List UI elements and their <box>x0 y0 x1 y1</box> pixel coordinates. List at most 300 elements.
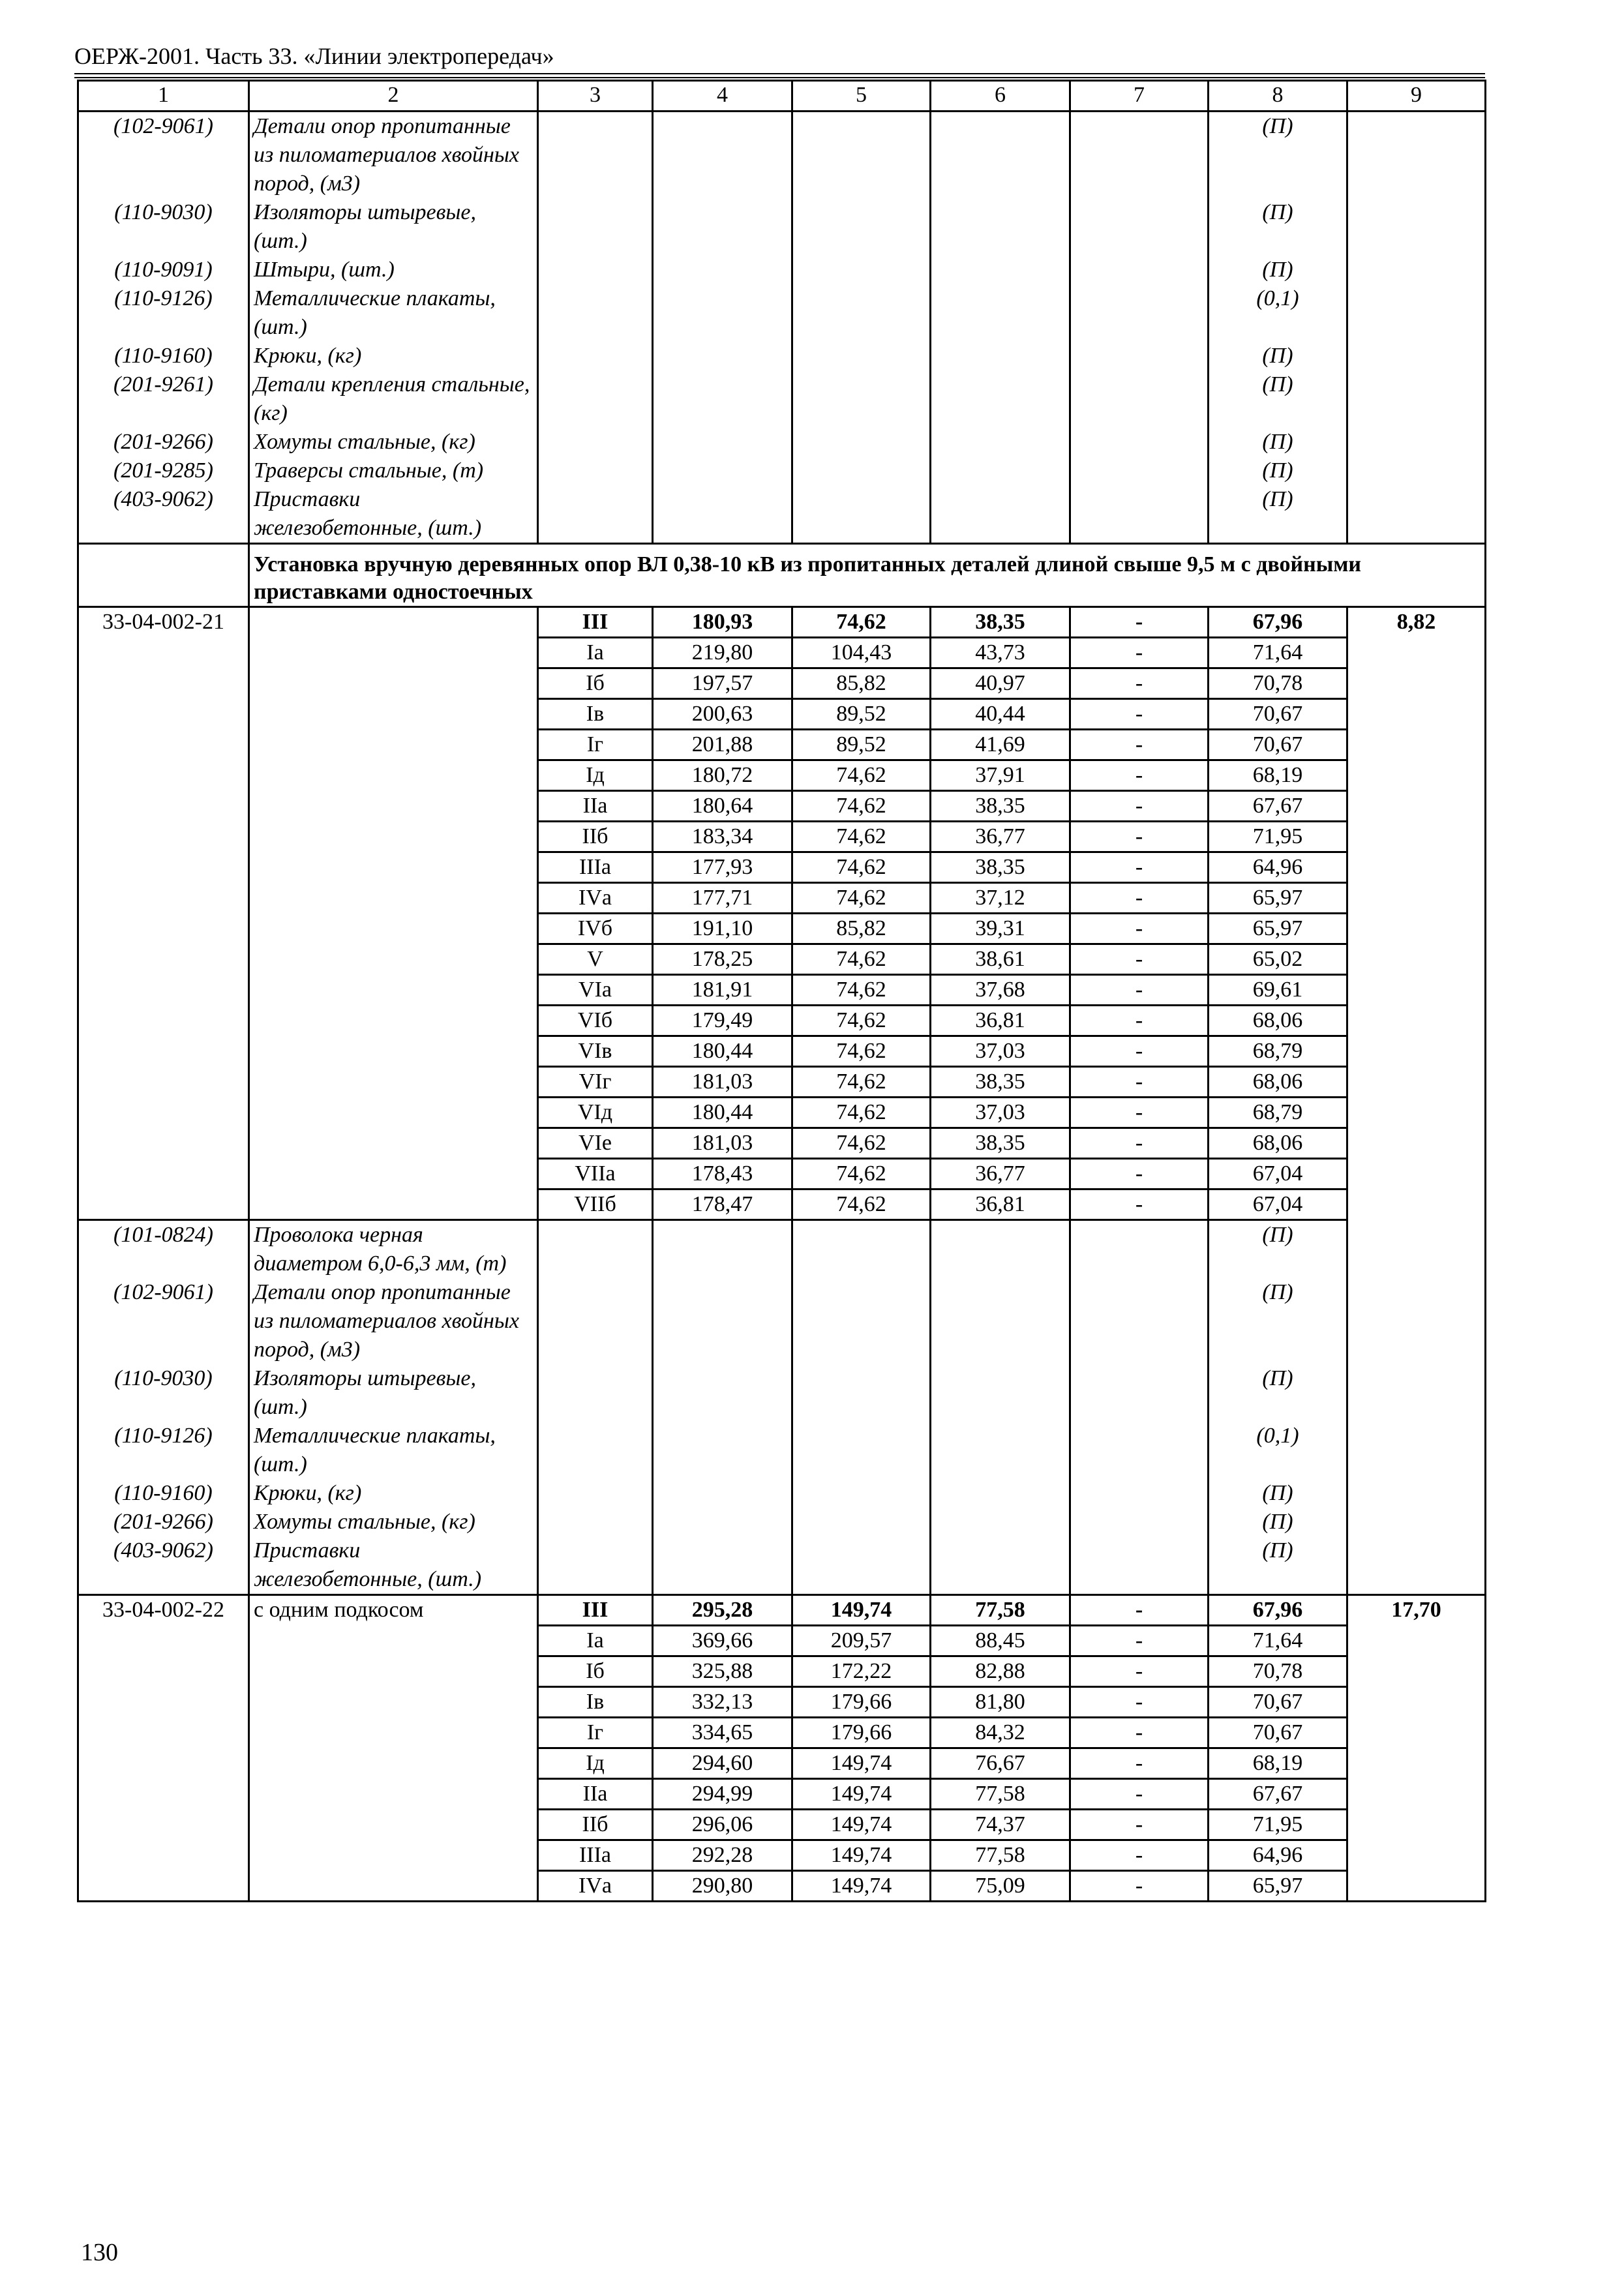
empty-cell <box>538 1220 653 1279</box>
rate-row <box>78 1595 1486 1626</box>
empty-cell <box>1070 1220 1209 1279</box>
value-cell: 68,79 <box>1209 1036 1347 1067</box>
value-cell: 64,96 <box>1209 1840 1347 1871</box>
empty-cell <box>792 198 931 256</box>
empty-cell <box>931 1479 1070 1508</box>
value-cell: 180,44 <box>653 1098 792 1128</box>
empty-cell <box>1347 485 1486 544</box>
empty-cell <box>792 284 931 342</box>
value-cell: - <box>1070 944 1209 975</box>
empty-cell <box>931 342 1070 370</box>
value-cell: 41,69 <box>931 730 1070 760</box>
zone-cell: VIб <box>538 1006 653 1036</box>
resource-qty: (П) <box>1209 198 1347 256</box>
value-cell: - <box>1070 760 1209 791</box>
empty-cell <box>538 456 653 485</box>
resource-name: Детали опор пропитанные из пиломатериалов хвойных пород, (м3) <box>249 112 538 199</box>
zone-cell: IIа <box>538 1779 653 1810</box>
value-cell: - <box>1070 638 1209 668</box>
value-cell: 181,03 <box>653 1067 792 1098</box>
value-cell: 38,35 <box>931 1128 1070 1159</box>
empty-cell <box>931 284 1070 342</box>
zone-cell: IVб <box>538 914 653 944</box>
resource-name: Хомуты стальные, (кг) <box>249 1508 538 1536</box>
value-cell: - <box>1070 1159 1209 1189</box>
value-cell: 295,28 <box>653 1595 792 1626</box>
resource-name: Траверсы стальные, (т) <box>249 456 538 485</box>
value-cell: - <box>1070 883 1209 914</box>
empty-cell <box>1070 1422 1209 1479</box>
resource-qty: (П) <box>1209 342 1347 370</box>
value-cell: 37,68 <box>931 975 1070 1006</box>
empty-cell <box>653 1479 792 1508</box>
resource-code: (110-9091) <box>78 256 249 284</box>
empty-cell <box>1070 1479 1209 1508</box>
empty-cell <box>1347 428 1486 456</box>
value-cell: 43,73 <box>931 638 1070 668</box>
empty-cell <box>931 485 1070 544</box>
value-cell: - <box>1070 975 1209 1006</box>
resource-name: Металлические плакаты, (шт.) <box>249 1422 538 1479</box>
resource-row <box>78 112 1486 199</box>
empty-cell <box>931 198 1070 256</box>
resource-name: Изоляторы штыревые, (шт.) <box>249 1364 538 1422</box>
empty-cell <box>538 428 653 456</box>
value-cell: 149,74 <box>792 1595 931 1626</box>
empty-cell <box>653 256 792 284</box>
empty-cell <box>931 1220 1070 1279</box>
resource-qty: (0,1) <box>1209 1422 1347 1479</box>
zone-cell: III <box>538 1595 653 1626</box>
empty-cell <box>1347 370 1486 428</box>
rate-row <box>78 607 1486 638</box>
zone-cell: Iб <box>538 1656 653 1687</box>
empty-cell <box>792 1508 931 1536</box>
empty-cell <box>653 1422 792 1479</box>
column-number: 6 <box>931 81 1070 112</box>
resource-qty: (П) <box>1209 456 1347 485</box>
value-cell: 180,44 <box>653 1036 792 1067</box>
value-cell: 67,04 <box>1209 1159 1347 1189</box>
zone-cell: V <box>538 944 653 975</box>
section-row <box>78 544 1486 607</box>
value-cell: - <box>1070 914 1209 944</box>
empty-cell <box>792 456 931 485</box>
value-cell: 74,62 <box>792 791 931 822</box>
resource-code: (110-9030) <box>78 1364 249 1422</box>
value-cell: - <box>1070 699 1209 730</box>
value-cell: 37,03 <box>931 1098 1070 1128</box>
zone-cell: IVа <box>538 883 653 914</box>
value-cell: - <box>1070 1687 1209 1718</box>
value-cell: 68,19 <box>1209 1748 1347 1779</box>
empty-cell <box>792 428 931 456</box>
value-cell: 68,79 <box>1209 1098 1347 1128</box>
page-header: ОЕРЖ-2001. Часть 33. «Линии электропередач» <box>74 43 554 69</box>
section-title: Установка вручную деревянных опор ВЛ 0,38-10 кВ из пропитанных деталей длиной свыше 9,5 м с двойными приставками одностоечных <box>249 544 1486 607</box>
resource-qty: (П) <box>1209 1364 1347 1422</box>
empty-cell <box>653 1220 792 1279</box>
column-number: 8 <box>1209 81 1347 112</box>
value-cell: 67,04 <box>1209 1189 1347 1220</box>
value-cell: 74,62 <box>792 944 931 975</box>
empty-cell <box>653 1508 792 1536</box>
value-cell: 179,49 <box>653 1006 792 1036</box>
value-cell: - <box>1070 1779 1209 1810</box>
empty-cell <box>1070 485 1209 544</box>
value-cell: 70,67 <box>1209 730 1347 760</box>
zone-cell: Iб <box>538 668 653 699</box>
value-cell: 74,62 <box>792 1036 931 1067</box>
resource-qty: (П) <box>1209 370 1347 428</box>
value-cell: - <box>1070 822 1209 852</box>
resource-row <box>78 456 1486 485</box>
value-cell: 178,43 <box>653 1159 792 1189</box>
value-cell: 67,96 <box>1209 1595 1347 1626</box>
column-number: 9 <box>1347 81 1486 112</box>
empty-cell <box>1070 370 1209 428</box>
value-cell: 74,62 <box>792 822 931 852</box>
zone-cell: VIIб <box>538 1189 653 1220</box>
value-cell: 67,67 <box>1209 1779 1347 1810</box>
item-name <box>249 607 538 1220</box>
value-cell: 68,06 <box>1209 1067 1347 1098</box>
value-cell: 74,62 <box>792 1067 931 1098</box>
empty-cell <box>1347 256 1486 284</box>
col9-value: 8,82 <box>1347 607 1486 1595</box>
value-cell: - <box>1070 1128 1209 1159</box>
empty-cell <box>78 544 249 607</box>
empty-cell <box>1347 198 1486 256</box>
empty-cell <box>931 256 1070 284</box>
col9-value: 17,70 <box>1347 1595 1486 1902</box>
value-cell: - <box>1070 730 1209 760</box>
empty-cell <box>1070 112 1209 199</box>
value-cell: 369,66 <box>653 1626 792 1656</box>
value-cell: 296,06 <box>653 1810 792 1840</box>
zone-cell: IIIа <box>538 1840 653 1871</box>
value-cell: - <box>1070 1595 1209 1626</box>
empty-cell <box>653 456 792 485</box>
value-cell: 40,44 <box>931 699 1070 730</box>
resource-name: Приставки железобетонные, (шт.) <box>249 1536 538 1595</box>
empty-cell <box>538 342 653 370</box>
resource-row <box>78 1278 1486 1364</box>
value-cell: 74,62 <box>792 607 931 638</box>
empty-cell <box>653 1364 792 1422</box>
empty-cell <box>538 256 653 284</box>
zone-cell: Iв <box>538 699 653 730</box>
value-cell: 38,61 <box>931 944 1070 975</box>
empty-cell <box>538 284 653 342</box>
value-cell: 70,78 <box>1209 1656 1347 1687</box>
value-cell: 332,13 <box>653 1687 792 1718</box>
value-cell: 197,57 <box>653 668 792 699</box>
value-cell: 149,74 <box>792 1748 931 1779</box>
value-cell: 89,52 <box>792 730 931 760</box>
rates-table <box>77 80 1486 1902</box>
column-number: 4 <box>653 81 792 112</box>
empty-cell <box>1347 284 1486 342</box>
value-cell: - <box>1070 852 1209 883</box>
value-cell: 74,62 <box>792 1159 931 1189</box>
value-cell: 219,80 <box>653 638 792 668</box>
value-cell: 178,47 <box>653 1189 792 1220</box>
resource-row <box>78 256 1486 284</box>
zone-cell: Iа <box>538 638 653 668</box>
value-cell: 36,77 <box>931 822 1070 852</box>
empty-cell <box>653 370 792 428</box>
empty-cell <box>931 1278 1070 1364</box>
value-cell: 68,19 <box>1209 760 1347 791</box>
value-cell: 37,12 <box>931 883 1070 914</box>
resource-code: (403-9062) <box>78 485 249 544</box>
value-cell: 36,81 <box>931 1189 1070 1220</box>
resource-qty: (П) <box>1209 1536 1347 1595</box>
empty-cell <box>653 342 792 370</box>
value-cell: 85,82 <box>792 668 931 699</box>
empty-cell <box>792 1536 931 1595</box>
empty-cell <box>792 256 931 284</box>
column-number: 5 <box>792 81 931 112</box>
column-number: 2 <box>249 81 538 112</box>
value-cell: 89,52 <box>792 699 931 730</box>
value-cell: 177,71 <box>653 883 792 914</box>
empty-cell <box>792 1220 931 1279</box>
empty-cell <box>653 1536 792 1595</box>
zone-cell: IVа <box>538 1871 653 1902</box>
empty-cell <box>653 1278 792 1364</box>
value-cell: 67,96 <box>1209 607 1347 638</box>
resource-code: (102-9061) <box>78 1278 249 1364</box>
resource-name: Крюки, (кг) <box>249 1479 538 1508</box>
value-cell: - <box>1070 1871 1209 1902</box>
value-cell: 149,74 <box>792 1871 931 1902</box>
zone-cell: VIг <box>538 1067 653 1098</box>
page-number: 130 <box>81 2239 118 2266</box>
value-cell: 325,88 <box>653 1656 792 1687</box>
empty-cell <box>538 485 653 544</box>
value-cell: 65,97 <box>1209 1871 1347 1902</box>
resource-code: (101-0824) <box>78 1220 249 1279</box>
empty-cell <box>538 1364 653 1422</box>
value-cell: 178,25 <box>653 944 792 975</box>
resource-name: Штыри, (шт.) <box>249 256 538 284</box>
resource-qty: (П) <box>1209 1508 1347 1536</box>
empty-cell <box>653 428 792 456</box>
value-cell: 75,09 <box>931 1871 1070 1902</box>
value-cell: - <box>1070 1098 1209 1128</box>
resource-row <box>78 1479 1486 1508</box>
empty-cell <box>931 428 1070 456</box>
value-cell: 74,62 <box>792 883 931 914</box>
value-cell: - <box>1070 1840 1209 1871</box>
empty-cell <box>538 1422 653 1479</box>
zone-cell: III <box>538 607 653 638</box>
empty-cell <box>792 370 931 428</box>
empty-cell <box>931 112 1070 199</box>
value-cell: 65,97 <box>1209 914 1347 944</box>
value-cell: 37,91 <box>931 760 1070 791</box>
value-cell: 36,81 <box>931 1006 1070 1036</box>
resource-name: Хомуты стальные, (кг) <box>249 428 538 456</box>
value-cell: 177,93 <box>653 852 792 883</box>
resource-qty: (П) <box>1209 1220 1347 1279</box>
empty-cell <box>1347 342 1486 370</box>
resource-code: (201-9266) <box>78 428 249 456</box>
header-rule <box>74 77 1485 78</box>
value-cell: 180,72 <box>653 760 792 791</box>
value-cell: 74,62 <box>792 760 931 791</box>
resource-qty: (0,1) <box>1209 284 1347 342</box>
zone-cell: VIа <box>538 975 653 1006</box>
resource-code: (201-9261) <box>78 370 249 428</box>
value-cell: 85,82 <box>792 914 931 944</box>
value-cell: - <box>1070 607 1209 638</box>
resource-name: Детали опор пропитанные из пиломатериалов хвойных пород, (м3) <box>249 1278 538 1364</box>
value-cell: 180,93 <box>653 607 792 638</box>
value-cell: 82,88 <box>931 1656 1070 1687</box>
value-cell: 71,64 <box>1209 638 1347 668</box>
empty-cell <box>653 112 792 199</box>
value-cell: 70,67 <box>1209 699 1347 730</box>
value-cell: 37,03 <box>931 1036 1070 1067</box>
zone-cell: Iа <box>538 1626 653 1656</box>
resource-row <box>78 370 1486 428</box>
value-cell: 149,74 <box>792 1810 931 1840</box>
value-cell: 180,64 <box>653 791 792 822</box>
zone-cell: Iд <box>538 760 653 791</box>
value-cell: 74,62 <box>792 975 931 1006</box>
value-cell: 77,58 <box>931 1595 1070 1626</box>
item-code: 33-04-002-21 <box>78 607 249 1220</box>
empty-cell <box>1347 112 1486 199</box>
empty-cell <box>538 198 653 256</box>
resource-row <box>78 1220 1486 1279</box>
header-rule <box>74 73 1485 74</box>
resource-row <box>78 284 1486 342</box>
resource-row <box>78 198 1486 256</box>
value-cell: 172,22 <box>792 1656 931 1687</box>
value-cell: 181,03 <box>653 1128 792 1159</box>
value-cell: 70,67 <box>1209 1687 1347 1718</box>
value-cell: - <box>1070 1626 1209 1656</box>
resource-row <box>78 342 1486 370</box>
zone-cell: VIв <box>538 1036 653 1067</box>
value-cell: 88,45 <box>931 1626 1070 1656</box>
empty-cell <box>931 1364 1070 1422</box>
empty-cell <box>1070 1364 1209 1422</box>
empty-cell <box>653 284 792 342</box>
value-cell: 81,80 <box>931 1687 1070 1718</box>
value-cell: 68,06 <box>1209 1128 1347 1159</box>
empty-cell <box>653 198 792 256</box>
value-cell: 70,78 <box>1209 668 1347 699</box>
resource-row <box>78 1508 1486 1536</box>
value-cell: 292,28 <box>653 1840 792 1871</box>
value-cell: 74,37 <box>931 1810 1070 1840</box>
resource-name: Крюки, (кг) <box>249 342 538 370</box>
zone-cell: Iг <box>538 1718 653 1748</box>
value-cell: - <box>1070 1748 1209 1779</box>
value-cell: 149,74 <box>792 1840 931 1871</box>
empty-cell <box>1070 1536 1209 1595</box>
empty-cell <box>931 370 1070 428</box>
value-cell: 77,58 <box>931 1779 1070 1810</box>
resource-qty: (П) <box>1209 112 1347 199</box>
zone-cell: IIб <box>538 822 653 852</box>
value-cell: 71,64 <box>1209 1626 1347 1656</box>
resource-row <box>78 428 1486 456</box>
value-cell: 74,62 <box>792 1128 931 1159</box>
resource-code: (110-9030) <box>78 198 249 256</box>
empty-cell <box>1070 342 1209 370</box>
empty-cell <box>1070 456 1209 485</box>
value-cell: - <box>1070 1656 1209 1687</box>
empty-cell <box>538 1479 653 1508</box>
empty-cell <box>792 1422 931 1479</box>
column-number: 3 <box>538 81 653 112</box>
resource-name: Изоляторы штыревые, (шт.) <box>249 198 538 256</box>
value-cell: 77,58 <box>931 1840 1070 1871</box>
item-code: 33-04-002-22 <box>78 1595 249 1902</box>
resource-qty: (П) <box>1209 428 1347 456</box>
empty-cell <box>792 112 931 199</box>
value-cell: 74,62 <box>792 1189 931 1220</box>
zone-cell: VIIа <box>538 1159 653 1189</box>
value-cell: 290,80 <box>653 1871 792 1902</box>
resource-qty: (П) <box>1209 1479 1347 1508</box>
resource-code: (102-9061) <box>78 112 249 199</box>
value-cell: 38,35 <box>931 852 1070 883</box>
value-cell: 65,02 <box>1209 944 1347 975</box>
table-body <box>78 112 1486 1902</box>
value-cell: 74,62 <box>792 1098 931 1128</box>
resource-code: (110-9126) <box>78 284 249 342</box>
value-cell: - <box>1070 791 1209 822</box>
resource-row <box>78 1364 1486 1422</box>
empty-cell <box>931 456 1070 485</box>
value-cell: 201,88 <box>653 730 792 760</box>
value-cell: 183,34 <box>653 822 792 852</box>
zone-cell: IIIа <box>538 852 653 883</box>
resource-name: Металлические плакаты, (шт.) <box>249 284 538 342</box>
value-cell: 36,77 <box>931 1159 1070 1189</box>
resource-code: (110-9126) <box>78 1422 249 1479</box>
value-cell: - <box>1070 1067 1209 1098</box>
value-cell: 40,97 <box>931 668 1070 699</box>
value-cell: 70,67 <box>1209 1718 1347 1748</box>
empty-cell <box>538 1536 653 1595</box>
column-number: 7 <box>1070 81 1209 112</box>
empty-cell <box>653 485 792 544</box>
value-cell: 65,97 <box>1209 883 1347 914</box>
value-cell: 294,99 <box>653 1779 792 1810</box>
value-cell: 68,06 <box>1209 1006 1347 1036</box>
resource-code: (201-9266) <box>78 1508 249 1536</box>
empty-cell <box>538 1278 653 1364</box>
empty-cell <box>1070 1508 1209 1536</box>
resource-qty: (П) <box>1209 256 1347 284</box>
empty-cell <box>792 342 931 370</box>
value-cell: 71,95 <box>1209 1810 1347 1840</box>
empty-cell <box>538 370 653 428</box>
empty-cell <box>1070 428 1209 456</box>
value-cell: 104,43 <box>792 638 931 668</box>
zone-cell: Iг <box>538 730 653 760</box>
value-cell: 69,61 <box>1209 975 1347 1006</box>
empty-cell <box>538 1508 653 1536</box>
